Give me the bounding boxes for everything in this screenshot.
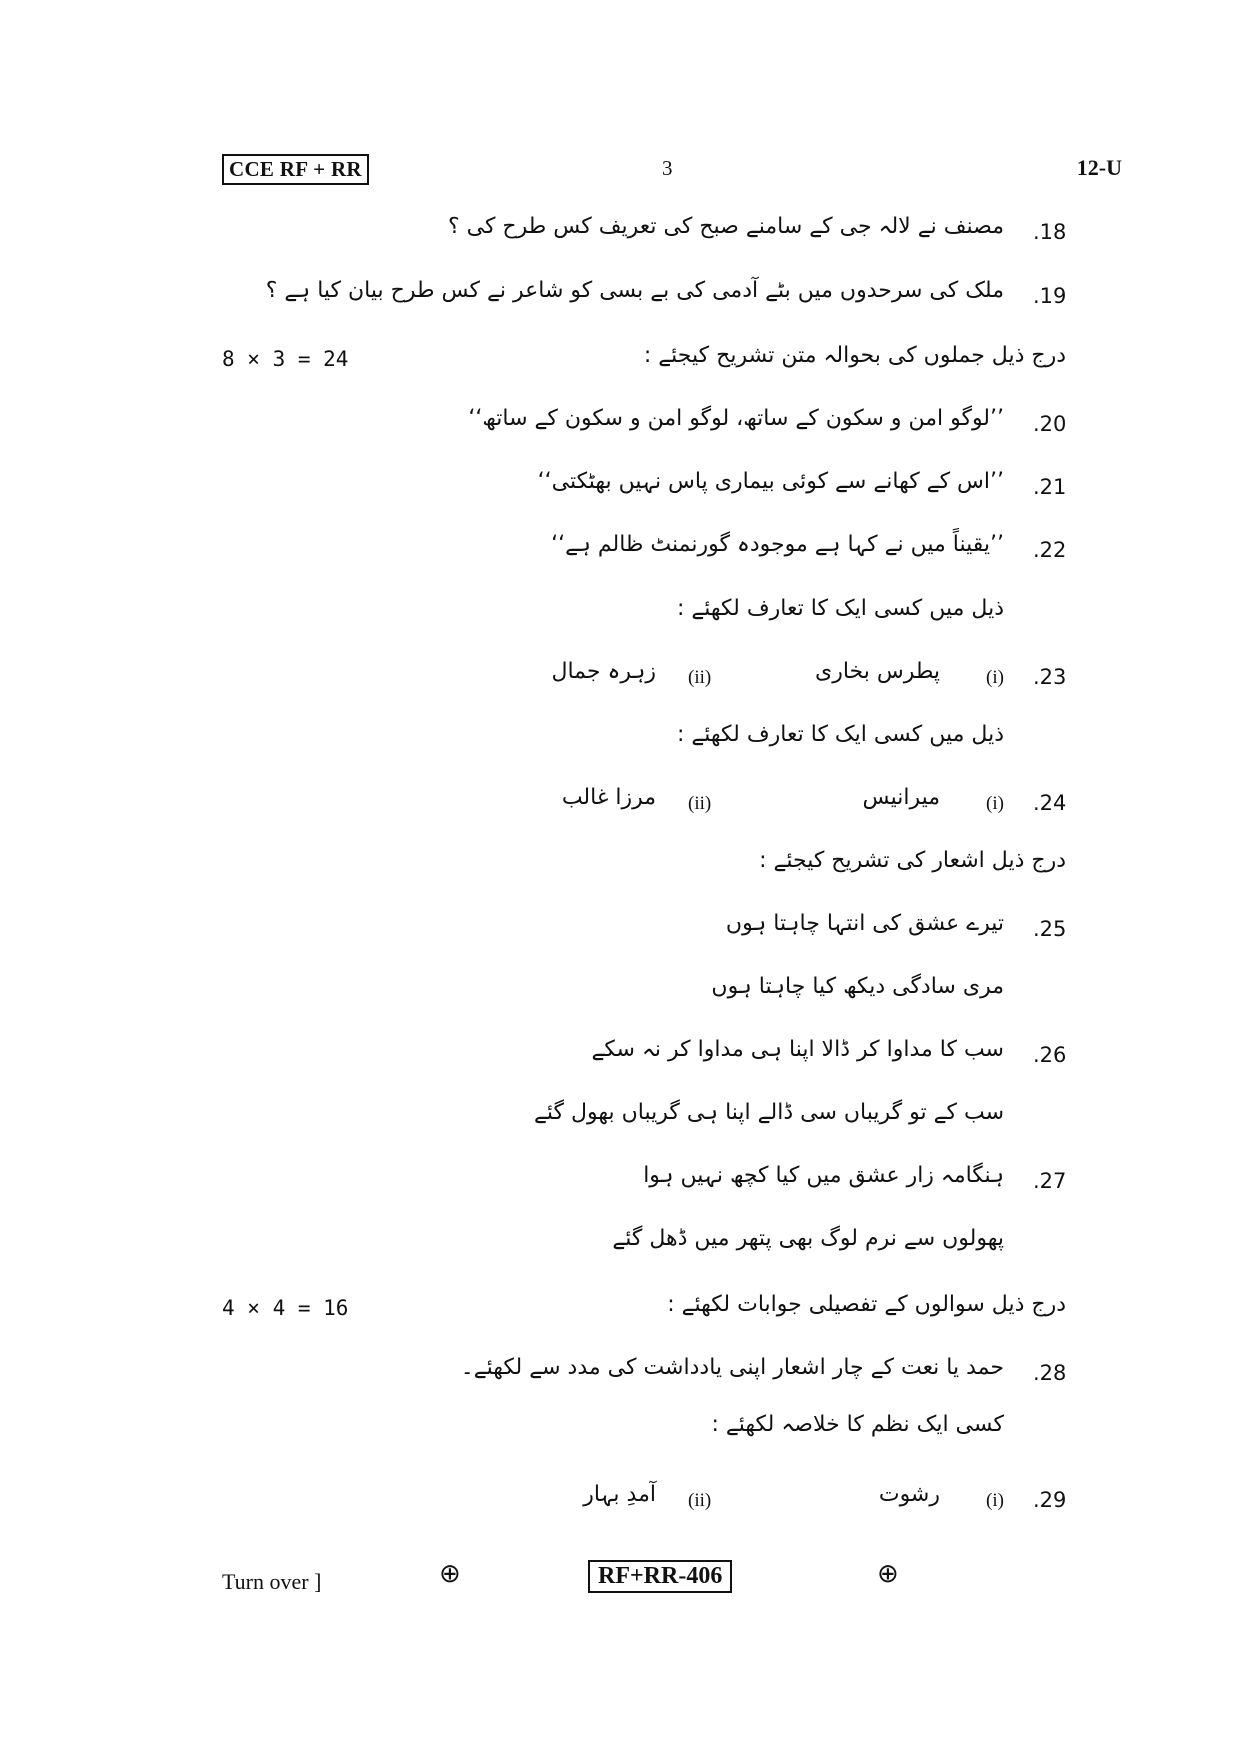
question-number: .24 xyxy=(1033,791,1067,815)
question-number: .22 xyxy=(1033,538,1067,562)
question-number: .20 xyxy=(1033,412,1067,436)
section-marks: 8 × 3 = 24 xyxy=(222,347,349,371)
option-numeral: (ii) xyxy=(688,1490,712,1511)
question-text: حمد یا نعت کے چار اشعار اپنی یادداشت کی مدد سے لکھئے۔ xyxy=(460,1355,1004,1380)
question-number: .23 xyxy=(1033,665,1067,689)
question-number: .19 xyxy=(1033,284,1067,308)
option-numeral: (i) xyxy=(986,793,1004,814)
question-number: .26 xyxy=(1033,1043,1067,1067)
option-text: مرزا غالب xyxy=(561,785,656,810)
option-numeral: (ii) xyxy=(688,793,712,814)
header-box-label: CCE RF + RR xyxy=(222,154,369,185)
question-number: .18 xyxy=(1033,220,1067,244)
question-number: .21 xyxy=(1033,475,1067,499)
section-heading: درج ذیل جملوں کی بحوالہ متن تشریح کیجئے : xyxy=(643,343,1066,368)
page-number: 3 xyxy=(662,156,673,180)
section-heading: درج ذیل سوالوں کے تفصیلی جوابات لکھئے : xyxy=(667,1292,1066,1317)
registration-mark-icon: ⊕ xyxy=(439,1559,461,1589)
option-numeral: (i) xyxy=(986,1490,1004,1511)
section-heading: کسی ایک نظم کا خلاصہ لکھئے : xyxy=(711,1412,1004,1437)
question-text: ملک کی سرحدوں میں بٹے آدمی کی بے بسی کو شاعر نے کس طرح بیان کیا ہے ؟ xyxy=(265,278,1004,303)
option-text: پطرس بخاری xyxy=(814,659,940,684)
section-heading: درج ذیل اشعار کی تشریح کیجئے : xyxy=(759,848,1066,873)
registration-mark-icon: ⊕ xyxy=(877,1559,899,1589)
section-heading: ذیل میں کسی ایک کا تعارف لکھئے : xyxy=(676,596,1004,621)
quote-text: ’’یقیناً میں نے کہا ہے موجودہ گورنمنٹ ظالم ہے‘‘ xyxy=(551,532,1004,557)
couplet-line: پھولوں سے نرم لوگ بھی پتھر میں ڈھل گئے xyxy=(612,1226,1004,1251)
quote-text: ’’لوگو امن و سکون کے ساتھ، لوگو امن و سکون کے ساتھ‘‘ xyxy=(468,406,1004,431)
footer-code-box: RF+RR-406 xyxy=(588,1560,732,1593)
option-numeral: (i) xyxy=(986,667,1004,688)
option-text: رشوت xyxy=(878,1482,940,1507)
question-number: .25 xyxy=(1033,917,1067,941)
question-text: مصنف نے لالہ جی کے سامنے صبح کی تعریف کس طرح کی ؟ xyxy=(447,214,1004,239)
question-number: .27 xyxy=(1033,1169,1067,1193)
option-text: زہرہ جمال xyxy=(551,659,656,684)
option-text: آمدِ بہار xyxy=(583,1482,656,1507)
couplet-line: مری سادگی دیکھ کیا چاہتا ہوں xyxy=(711,974,1004,999)
section-marks: 4 × 4 = 16 xyxy=(222,1296,349,1320)
question-number: .28 xyxy=(1033,1361,1067,1385)
question-number: .29 xyxy=(1033,1488,1067,1512)
couplet-line: سب کا مداوا کر ڈالا اپنا ہی مداوا کر نہ سکے xyxy=(591,1037,1004,1062)
section-heading: ذیل میں کسی ایک کا تعارف لکھئے : xyxy=(676,722,1004,747)
couplet-line: تیرے عشق کی انتہا چاہتا ہوں xyxy=(725,911,1004,936)
quote-text: ’’اس کے کھانے سے کوئی بیماری پاس نہیں بھٹکتی‘‘ xyxy=(537,469,1004,494)
option-text: میرانیس xyxy=(862,785,940,810)
couplet-line: ہنگامہ زار عشق میں کیا کچھ نہیں ہوا xyxy=(643,1163,1004,1188)
option-numeral: (ii) xyxy=(688,667,712,688)
couplet-line: سب کے تو گریباں سی ڈالے اپنا ہی گریباں بھول گئے xyxy=(534,1100,1004,1125)
turn-over-label: Turn over ] xyxy=(222,1569,322,1594)
paper-code: 12-U xyxy=(1076,155,1122,180)
